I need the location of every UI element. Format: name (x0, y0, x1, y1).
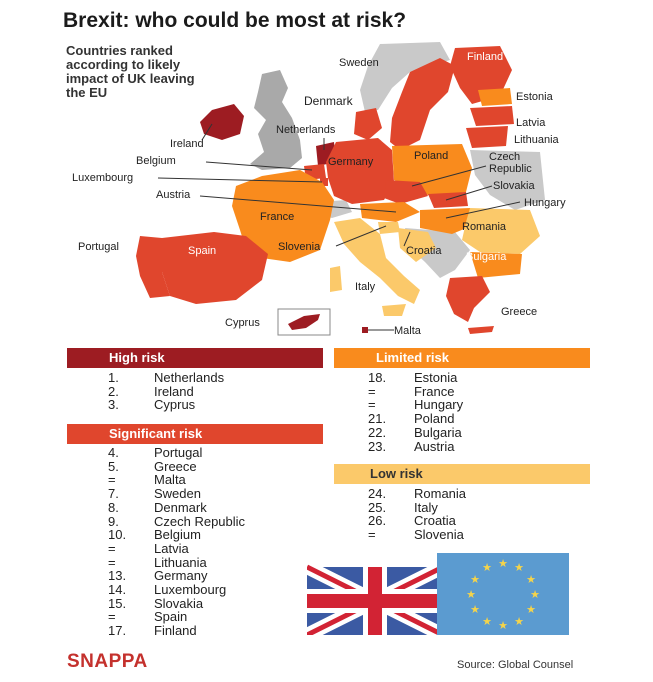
germany-region (326, 138, 394, 204)
list-item (108, 371, 224, 385)
list-item (108, 515, 245, 529)
country-name: Cyprus (154, 397, 196, 413)
country-name: Slovenia (414, 527, 464, 543)
country-name: Luxembourg (154, 582, 227, 597)
rank-number: 26. (368, 513, 387, 529)
map-label-germany: Germany (328, 156, 374, 168)
list-item (368, 371, 457, 385)
map-label-lithuania: Lithuania (514, 134, 559, 146)
rank-number: 15. (108, 595, 127, 611)
brand-logo: SNAPPA (67, 651, 148, 672)
map-label-latvia: Latvia (516, 117, 546, 129)
lithuania-region (466, 126, 508, 148)
list-item (108, 569, 207, 583)
rank-number: 21. (368, 411, 387, 427)
map-label-sweden: Sweden (339, 57, 379, 69)
list-item (368, 385, 454, 399)
denmark-region (354, 108, 382, 140)
country-name: Ireland (154, 383, 194, 399)
rank-number: = (368, 397, 376, 413)
country-name: Italy (414, 499, 438, 515)
svg-text:★: ★ (482, 615, 492, 628)
uk-region (250, 70, 302, 170)
list-item (108, 528, 201, 542)
country-name: Croatia (414, 513, 456, 529)
svg-text:★: ★ (514, 561, 524, 574)
rank-number: = (108, 609, 116, 625)
map-label-greece: Greece (501, 306, 538, 318)
rank-number: 14. (108, 582, 127, 597)
estonia-region (478, 88, 512, 106)
country-name: France (414, 383, 455, 399)
rank-number: 22. (368, 424, 387, 440)
list-item (108, 385, 194, 399)
svg-text:★: ★ (526, 603, 536, 616)
map-label-ireland: Ireland (170, 138, 204, 150)
list-item (108, 473, 186, 487)
rank-number: 5. (108, 458, 119, 474)
svg-text:★: ★ (470, 603, 480, 616)
sardinia-region (330, 266, 342, 292)
country-name: Latvia (154, 540, 189, 556)
rank-number: 7. (108, 486, 119, 502)
list-item (108, 624, 197, 638)
significant-risk-header: Significant risk (67, 424, 323, 444)
europe-map (60, 40, 595, 345)
rank-number: 17. (108, 623, 127, 639)
crete-region (468, 326, 494, 334)
union-jack-flag (307, 567, 443, 635)
country-name: Malta (154, 472, 186, 488)
country-name: Sweden (154, 486, 201, 502)
list-item (108, 446, 202, 460)
map-label-bulgaria: Bulgaria (466, 251, 507, 263)
list-item (368, 501, 438, 515)
list-item (108, 597, 203, 611)
country-name: Poland (414, 411, 455, 427)
svg-text:★: ★ (482, 561, 492, 574)
map-label-estonia: Estonia (516, 91, 553, 103)
svg-text:★: ★ (526, 573, 536, 586)
country-name: Austria (414, 438, 455, 454)
map-label-hungary: Hungary (524, 197, 566, 209)
page-subtitle: Countries ranked according to likely impact of UK leaving the EU (66, 43, 195, 100)
eu-flag (437, 553, 569, 635)
list-item (108, 460, 197, 474)
svg-text:★: ★ (466, 588, 476, 601)
map-label-malta: Malta (394, 325, 421, 337)
list-item (108, 542, 189, 556)
rank-number: 13. (108, 568, 127, 584)
svg-text:★: ★ (498, 557, 508, 570)
map-label-luxembourg: Luxembourg (72, 172, 134, 184)
map-label-portugal: Portugal (78, 241, 119, 253)
country-name: Greece (154, 458, 197, 474)
limited-risk-header: Limited risk (334, 348, 590, 368)
rank-number: 1. (108, 370, 119, 385)
sicily-region (382, 304, 406, 316)
list-item (108, 583, 226, 597)
country-name: Spain (154, 609, 188, 625)
country-name: Slovakia (154, 595, 204, 611)
map-label-slovakia: Slovakia (493, 180, 535, 192)
malta-marker (362, 327, 368, 333)
list-item (108, 501, 207, 515)
map-label-romania: Romania (462, 221, 507, 233)
country-name: Bulgaria (414, 424, 462, 440)
map-label-france: France (260, 211, 295, 223)
country-name: Lithuania (154, 554, 207, 570)
list-item (368, 487, 466, 501)
greece-region (446, 276, 490, 322)
svg-text:★: ★ (470, 573, 480, 586)
country-name: Estonia (414, 370, 458, 385)
svg-text:★: ★ (514, 615, 524, 628)
map-label-belgium: Belgium (136, 155, 176, 167)
ireland-region (200, 104, 244, 140)
list-item (368, 440, 454, 454)
map-label-cyprus: Cyprus (225, 317, 260, 329)
list-item (108, 398, 195, 412)
map-label-italy: Italy (355, 281, 376, 293)
list-item (368, 528, 464, 542)
rank-number: = (108, 540, 116, 556)
country-name: Romania (414, 486, 467, 501)
country-name: Belgium (154, 527, 201, 543)
slovakia-region (428, 192, 468, 208)
country-name: Germany (154, 568, 208, 584)
map-label-austria: Austria (156, 189, 191, 201)
low-risk-header: Low risk (334, 464, 590, 484)
rank-number: 9. (108, 513, 119, 529)
list-item (368, 514, 456, 528)
list-item (108, 610, 187, 624)
rank-number: = (108, 472, 116, 488)
country-name: Czech Republic (154, 513, 246, 529)
flags-graphic (307, 553, 569, 635)
map-label-slovenia: Slovenia (278, 241, 321, 253)
list-item (108, 487, 201, 501)
list-item (108, 556, 207, 570)
list-item (368, 398, 463, 412)
map-label-finland: Finland (467, 51, 504, 63)
country-name: Hungary (414, 397, 464, 413)
map-label-spain: Spain (188, 245, 217, 257)
rank-number: 24. (368, 486, 387, 501)
page-title: Brexit: who could be most at risk? (63, 9, 407, 32)
rank-number: 10. (108, 527, 127, 543)
map-label-netherlands: Netherlands (276, 124, 336, 136)
map-label-czech-republic: Czech Republic (489, 151, 532, 175)
latvia-region (470, 106, 514, 126)
rank-number: 2. (108, 383, 119, 399)
rank-number: 25. (368, 499, 387, 515)
map-label-poland: Poland (414, 150, 449, 162)
svg-text:★: ★ (530, 588, 540, 601)
svg-text:★: ★ (498, 619, 508, 632)
country-name: Netherlands (154, 370, 225, 385)
rank-number: 18. (368, 370, 387, 385)
country-name: Finland (154, 623, 197, 639)
list-item (368, 412, 454, 426)
spain-region (162, 232, 268, 304)
country-name: Portugal (154, 445, 203, 460)
country-name: Denmark (154, 499, 207, 515)
rank-number: = (368, 383, 376, 399)
rank-number: 4. (108, 445, 119, 460)
rank-number: = (368, 527, 376, 543)
rank-number: 23. (368, 438, 387, 454)
source-note: Source: Global Counsel (457, 659, 574, 671)
map-label-croatia: Croatia (406, 245, 442, 257)
map-label-denmark: Denmark (304, 94, 353, 108)
rank-number: = (108, 554, 116, 570)
rank-number: 3. (108, 397, 119, 413)
list-item (368, 426, 462, 440)
rank-number: 8. (108, 499, 119, 515)
high-risk-header: High risk (67, 348, 323, 368)
